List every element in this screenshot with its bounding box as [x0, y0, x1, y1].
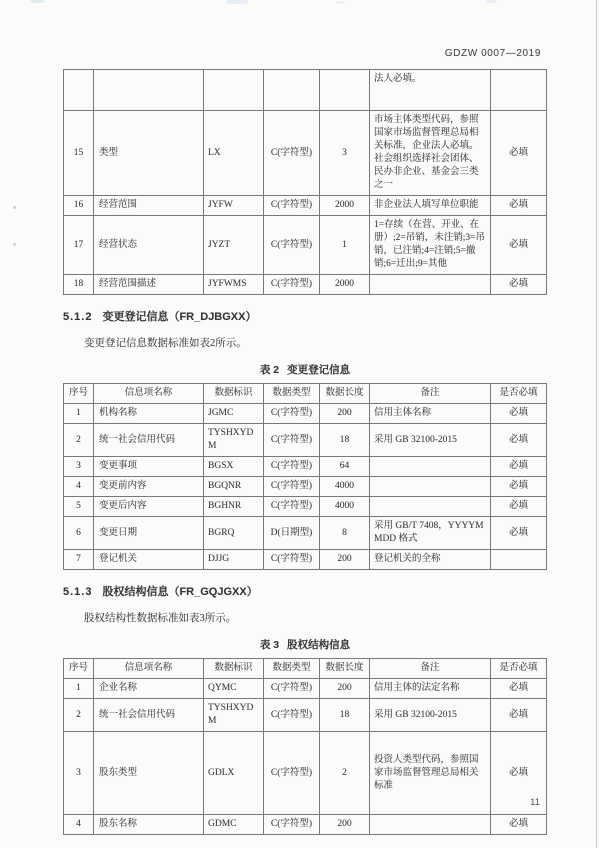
column-header-id: 数据标识 [204, 659, 264, 679]
cell-length: 4000 [320, 497, 370, 517]
table-change-registration [63, 383, 547, 570]
scan-artifact [336, 1, 345, 4]
section-heading-5-1-3 [63, 583, 547, 599]
cell-no: 7 [64, 550, 94, 570]
table-row [64, 477, 547, 497]
cell-id: JGMC [204, 404, 264, 424]
cell-required: 必填 [491, 275, 547, 295]
section-number: 5.1.2 [63, 311, 93, 323]
table-row [64, 70, 547, 111]
cell-no: 1 [64, 679, 94, 699]
cell-required: 必填 [491, 457, 547, 477]
scan-artifact [13, 243, 16, 246]
page-edge-shadow [596, 0, 597, 848]
table-row [64, 679, 547, 699]
column-header-type: 数据类型 [264, 659, 320, 679]
cell-name: 经营状态 [94, 216, 204, 275]
cell-length: 2000 [320, 275, 370, 295]
scan-artifact [13, 206, 16, 209]
cell-no: 6 [64, 517, 94, 550]
table3-caption [63, 637, 547, 652]
cell-id: JYZT [204, 216, 264, 275]
cell-id: LX [204, 111, 264, 196]
cell-required: 必填 [491, 732, 547, 815]
cell-name: 变更前内容 [94, 477, 204, 497]
cell-name: 经营范围 [94, 196, 204, 216]
cell-required: 必填 [491, 424, 547, 457]
cell-no: 2 [64, 424, 94, 457]
cell-required: 必填 [491, 699, 547, 732]
cell-type: C(字符型) [264, 424, 320, 457]
cell-id: TYSHXYDM [204, 699, 264, 732]
cell-no: 4 [64, 477, 94, 497]
cell-length: 200 [320, 815, 370, 835]
cell-type: C(字符型) [264, 457, 320, 477]
cell-no: 18 [64, 275, 94, 295]
cell-length: 64 [320, 457, 370, 477]
cell-id: DJJG [204, 550, 264, 570]
column-header-length: 数据长度 [320, 384, 370, 404]
cell-no: 2 [64, 699, 94, 732]
table-row [64, 424, 547, 457]
table-row [64, 216, 547, 275]
column-header-type: 数据类型 [264, 384, 320, 404]
cell-name: 登记机关 [94, 550, 204, 570]
column-header-no: 序号 [64, 384, 94, 404]
cell-id: BGSX [204, 457, 264, 477]
cell-length: 200 [320, 550, 370, 570]
cell-type: C(字符型) [264, 699, 320, 732]
table-row [64, 111, 547, 196]
section-title: 变更登记信息（FR_DJBGXX） [102, 311, 257, 323]
cell-remark: 采用 GB 32100-2015 [370, 424, 491, 457]
table-row [64, 196, 547, 216]
cell-remark: 信用主体名称 [370, 404, 491, 424]
cell-remark [370, 815, 491, 835]
column-header-length: 数据长度 [320, 659, 370, 679]
cell-type: C(字符型) [264, 404, 320, 424]
cell-id: BGQNR [204, 477, 264, 497]
cell-remark: 市场主体类型代码，参照国家市场监督管理总局相关标准，企业法人必填。社会组织选择社会团体、民办非企业、基金会三类之一 [370, 111, 491, 196]
cell-type: C(字符型) [264, 111, 320, 196]
scan-artifact [486, 0, 497, 3]
cell-name: 变更日期 [94, 517, 204, 550]
cell-id: GDLX [204, 732, 264, 815]
table-header-row [64, 384, 547, 404]
cell-type: D(日期型) [264, 517, 320, 550]
cell-required: 必填 [491, 111, 547, 196]
cell-remark [370, 275, 491, 295]
cell-name: 变更后内容 [94, 497, 204, 517]
column-header-remark: 备注 [370, 384, 491, 404]
cell-id: BGRQ [204, 517, 264, 550]
cell-required: 必填 [491, 477, 547, 497]
table-registration-continued [63, 69, 547, 295]
table-row [64, 732, 547, 815]
cell-remark: 信用主体的法定名称 [370, 679, 491, 699]
table-equity-structure [63, 658, 547, 835]
cell-required: 必填 [491, 815, 547, 835]
cell-type: C(字符型) [264, 216, 320, 275]
doc-code: GDZW 0007—2019 [444, 48, 541, 59]
cell-required [491, 550, 547, 570]
cell-required [491, 70, 547, 111]
cell-type: C(字符型) [264, 679, 320, 699]
cell-remark [370, 477, 491, 497]
cell-no [64, 70, 94, 111]
cell-length: 18 [320, 424, 370, 457]
table-row [64, 815, 547, 835]
cell-required: 必填 [491, 679, 547, 699]
cell-id: JYFW [204, 196, 264, 216]
scan-artifact [226, 0, 248, 4]
cell-length: 200 [320, 404, 370, 424]
cell-name: 类型 [94, 111, 204, 196]
table-row [64, 404, 547, 424]
cell-length: 4000 [320, 477, 370, 497]
cell-name [94, 70, 204, 111]
cell-no: 1 [64, 404, 94, 424]
section-heading-5-1-2 [63, 308, 547, 324]
cell-required: 必填 [491, 517, 547, 550]
cell-type: C(字符型) [264, 275, 320, 295]
cell-type: C(字符型) [264, 815, 320, 835]
cell-name: 股东名称 [94, 815, 204, 835]
table3-caption-label: 表 3 [259, 639, 280, 651]
cell-no: 3 [64, 732, 94, 815]
cell-no: 4 [64, 815, 94, 835]
cell-name: 统一社会信用代码 [94, 699, 204, 732]
table2-caption [63, 362, 547, 377]
table-row [64, 497, 547, 517]
cell-required: 必填 [491, 497, 547, 517]
cell-remark: 1=存续（在营、开业、在册）;2=吊销，未注销;3=吊销，已注销;4=注销;5=撤销;6=迁出;9=其他 [370, 216, 491, 275]
cell-length: 3 [320, 111, 370, 196]
cell-required: 必填 [491, 404, 547, 424]
cell-no: 16 [64, 196, 94, 216]
table-row [64, 699, 547, 732]
cell-remark [370, 497, 491, 517]
cell-remark: 采用 GB 32100-2015 [370, 699, 491, 732]
cell-length: 8 [320, 517, 370, 550]
cell-length: 1 [320, 216, 370, 275]
column-header-remark: 备注 [370, 659, 491, 679]
cell-remark: 投资人类型代码，参照国家市场监督管理总局相关标准 [370, 732, 491, 815]
cell-name: 经营范围描述 [94, 275, 204, 295]
cell-remark: 采用 GB/T 7408，YYYYMMDD 格式 [370, 517, 491, 550]
column-header-required: 是否必填 [491, 384, 547, 404]
cell-remark: 登记机关的全称 [370, 550, 491, 570]
column-header-id: 数据标识 [204, 384, 264, 404]
cell-name: 变更事项 [94, 457, 204, 477]
page-content [63, 48, 547, 835]
cell-name: 股东类型 [94, 732, 204, 815]
cell-no: 3 [64, 457, 94, 477]
cell-type [264, 70, 320, 111]
section-body-5-1-2: 变更登记信息数据标准如表2所示。 [84, 338, 247, 349]
table2-caption-title: 变更登记信息 [287, 364, 351, 376]
cell-id: GDMC [204, 815, 264, 835]
cell-id: TYSHXYDM [204, 424, 264, 457]
table2-caption-label: 表 2 [259, 364, 280, 376]
table-row [64, 275, 547, 295]
cell-length: 2 [320, 732, 370, 815]
cell-length: 2000 [320, 196, 370, 216]
cell-length [320, 70, 370, 111]
section-body-5-1-3: 股权结构性数据标准如表3所示。 [84, 613, 237, 624]
cell-type: C(字符型) [264, 497, 320, 517]
cell-id: QYMC [204, 679, 264, 699]
cell-required: 必填 [491, 216, 547, 275]
table-header-row [64, 659, 547, 679]
cell-id: JYFWMS [204, 275, 264, 295]
table-row [64, 550, 547, 570]
section-number: 5.1.3 [63, 586, 93, 598]
cell-type: C(字符型) [264, 550, 320, 570]
section-title: 股权结构信息（FR_GQJGXX） [102, 586, 258, 598]
cell-type: C(字符型) [264, 732, 320, 815]
cell-id [204, 70, 264, 111]
cell-type: C(字符型) [264, 477, 320, 497]
cell-no: 15 [64, 111, 94, 196]
cell-type: C(字符型) [264, 196, 320, 216]
cell-name: 机构名称 [94, 404, 204, 424]
cell-length: 200 [320, 679, 370, 699]
column-header-name: 信息项名称 [94, 384, 204, 404]
cell-name: 企业名称 [94, 679, 204, 699]
cell-remark: 非企业法人填写单位职能 [370, 196, 491, 216]
column-header-required: 是否必填 [491, 659, 547, 679]
table3-caption-title: 股权结构信息 [287, 639, 351, 651]
column-header-no: 序号 [64, 659, 94, 679]
cell-name: 统一社会信用代码 [94, 424, 204, 457]
cell-no: 5 [64, 497, 94, 517]
table-row [64, 517, 547, 550]
cell-id: BGHNR [204, 497, 264, 517]
cell-no: 17 [64, 216, 94, 275]
scan-artifact [30, 0, 44, 3]
cell-remark: 法人必填。 [370, 70, 491, 111]
column-header-name: 信息项名称 [94, 659, 204, 679]
cell-length: 18 [320, 699, 370, 732]
cell-remark [370, 457, 491, 477]
page-number: 11 [530, 797, 540, 808]
cell-required: 必填 [491, 196, 547, 216]
table-row [64, 457, 547, 477]
